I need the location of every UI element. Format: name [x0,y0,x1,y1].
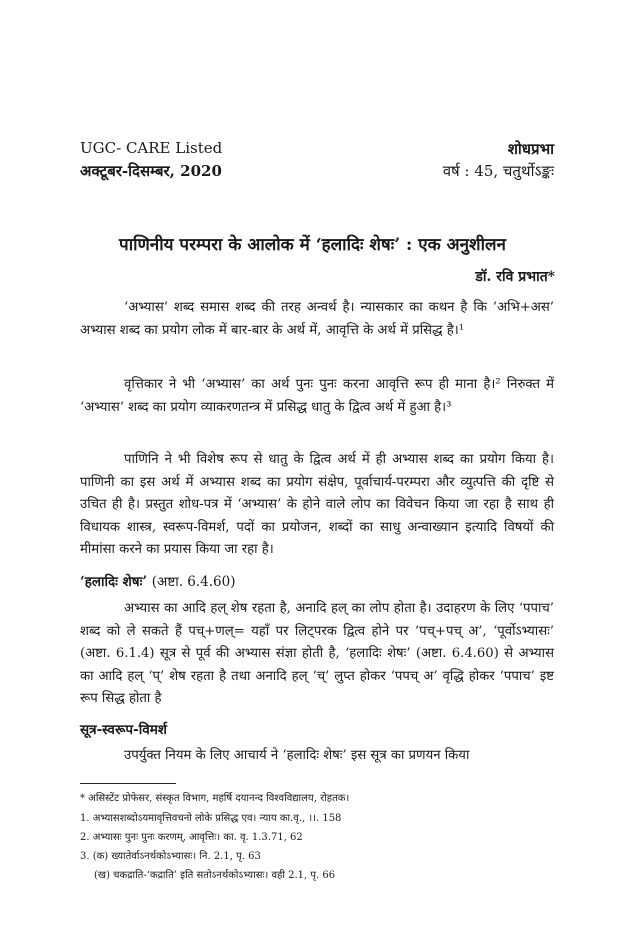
footnote-3b: (ख) चकद्राति-‘कद्राति’ इति सतोऽनर्थकोऽभ्यासः। वही 2.1, पृ. 66 [94,870,336,881]
sutra-reference: (अष्टा. 6.4.60) [151,574,236,590]
footnote-author: * असिस्टेंट प्रोफेसर, संस्कृत विभाग, महर्षि दयानन्द विश्वविद्यालय, रोहतक। [80,793,350,804]
footnote-rule [80,783,176,784]
article-author: डॉ. रवि प्रभात* [475,269,555,285]
volume-issue: वर्ष : 45, चतुर्थोऽङ्कः [442,162,554,180]
sutra-heading [80,572,235,590]
footnote-1: 1. अभ्यासशब्दोऽयमावृत्तिवचनो लोके प्रसिद्ध एव। न्याय का.वृ., ।।. 158 [80,813,342,824]
journal-listing: UGC- CARE Listed [80,139,223,157]
paragraph-2: वृत्तिकार ने भी ‘अभ्यास’ का अर्थ पुनः पुनः करना आवृत्ति रूप ही माना है।² निरुक्त में ‘अभ्यास’ शब्द का प्रयोग व्याकरणतन्त्र में प्रसिद्ध धातु के द्वित्व अर्थ में हुआ है।³ [80,377,554,415]
paragraph-example: अभ्यास का आदि हल् शेष रहता है, अनादि हल् का लोप होता है। उदाहरण के लिए ‘पपाच’ शब्द को ले सकते हैं पच्+णल्= यहाँ पर लिट्परक द्वित्व होने पर ‘पच्+पच् अ’, ‘पूर्वोऽभ्यासः’ (अष्टा. 6.1.4) सूत्र से पूर्व की अभ्यास संज्ञा होती है, ‘हलादिः शेषः’ (अष्टा. 6.4.60) से अभ्यास का आदि हल् ‘प्’ शेष रहता है तथा अनादि हल् ‘च्’ लुप्त होकर ‘पपच् अ’ वृद्धि होकर ‘पपाच’ इष्ट रूप सिद्ध होता है [80,601,554,706]
journal-name: शोधप्रभा [507,140,554,158]
paragraph-1: ‘अभ्यास’ शब्द समास शब्द की तरह अन्वर्थ है। न्यासकार का कथन है कि ‘अभि+अस’ अभ्यास शब्द का प्रयोग लोक में बार-बार के अर्थ में, आवृत्ति के अर्थ में प्रसिद्ध है।¹ [80,300,554,338]
article-title: पाणिनीय परम्परा के आलोक में ‘हलादिः शेषः’ : एक अनुशीलन [119,235,506,255]
footnote-3a: 3. (क) ख्यातेर्वाऽनर्थकोऽभ्यासः। नि. 2.1, पृ. 63 [80,851,261,862]
section-heading: सूत्र-स्वरूप-विमर्श [80,722,167,738]
footnote-2: 2. अभ्यासः पुनः पुनः करणम्, आवृत्तिः। का. वृ. 1.3.71, 62 [80,832,303,843]
issue-date: अक्टूबर-दिसम्बर, 2020 [80,162,222,180]
sutra-heading-text: ‘हलादिः शेषः’ [80,574,148,590]
paragraph-3: पाणिनि ने भी विशेष रूप से धातु के द्वित्व अर्थ में ही अभ्यास शब्द का प्रयोग किया है। पाणिनी का इस अर्थ में अभ्यास शब्द का प्रयोग संक्षेप, पूर्वाचार्य-परम्परा और व्युत्पत्ति की दृष्टि से उचित ही है। प्रस्तुत शोध-पत्र में ‘अभ्यास’ के होने वाले लोप का विवेचन किया जा रहा है साथ ही विधायक शास्त्र, स्वरूप-विमर्श, पदों का प्रयोजन, शब्दों का साधु अन्वाख्यान इत्यादि विषयों की मीमांसा करने का प्रयास किया जा रहा है। [80,452,554,557]
paragraph-last: उपर्युक्त नियम के लिए आचार्य ने ‘हलादिः शेषः’ इस सूत्र का प्रणयन किया [124,748,470,763]
